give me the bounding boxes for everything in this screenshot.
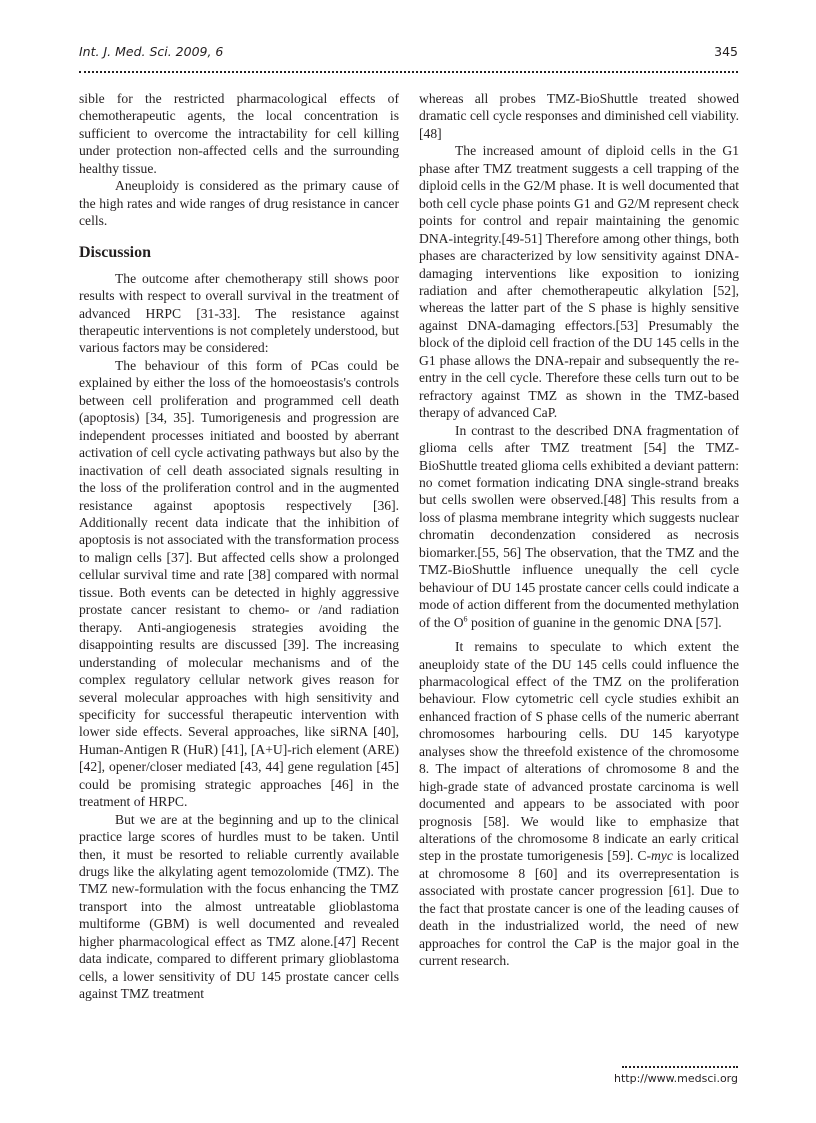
text-segment: It remains to speculate to which extent the aneuploidy state of the DU 145 cells could influence the pharmacological effect of the TMZ on the proliferation behaviour. Flow cytometric cell cycle studies exhibit an enhanced fraction of S phase cells of the numeric aberrant chromosomes harbouring cells. DU 145 karyotype analyses show the threefold existence of the chromosome 8. The impact of alterations of chromosome 8 and the high-grade state of advanced prostate carcinoma is well documented and appears to be associated with poor prognosis [58]. We would like to emphasize that alterations of the chromosome 8 indicate an early critical step in the prostate tumorigenesis [59]. C- (419, 639, 739, 864)
right-column (419, 90, 739, 970)
gene-name: myc (650, 848, 673, 864)
text-segment: is localized at chromosome 8 [60] and its overrepresentation is associated with prostate cancer progression [61]. Due to the fact that prostate cancer is one of the leading causes of death in the industrialized world, the need of new approaches for control the CaP is the major goal in the current research. (419, 848, 739, 969)
paragraph: The outcome after chemotherapy still shows poor results with respect to overall survival in the treatment of advanced HRPC [31-33]. The resistance against therapeutic interventions is not completely understood, but various factors may be considered: (79, 270, 399, 356)
left-column (79, 90, 399, 1003)
journal-citation: Int. J. Med. Sci. 2009, 6 (79, 44, 224, 59)
paragraph: The increased amount of diploid cells in the G1 phase after TMZ treatment suggests a cell trapping of the diploid cells in the G2/M phase. It is well documented that both cell cycle phase points G1 and G2/M represent check points for control and repair maintaining the genomic DNA-integrity.[49-51] Therefore among other things, both phases are characterized by low sensitivity against DNA-damaging interventions like exposition to ionizing radiation and after chemotherapeutic alkylation [52], whereas the latter part of the S phase is highly sensitive against DNA-damaging effectors.[53] Presumably the block of the diploid cell fraction of the DU 145 cells in the G1 phase allows the DNA-repair and subsequently the re-entry in the cell cycle. Therefore these cells turn out to be refractory against TMZ as shown in the TMZ-based therapy of advanced CaP. (419, 143, 739, 421)
section-heading-discussion: Discussion (79, 243, 152, 261)
paragraph (419, 422, 739, 631)
paragraph: Aneuploidy is considered as the primary cause of the high rates and wide ranges of drug resistance in cancer cells. (79, 178, 399, 229)
text-segment: position of guanine in the genomic DNA [57]. (467, 614, 722, 630)
header-divider (79, 71, 738, 73)
paragraph: But we are at the beginning and up to the clinical practice large scores of hurdles must to be taken. Until then, it must be resorted to reliable currently available drugs like the alkylating agent temozolomide (TMZ). The TMZ new-formulation with the focus enhancing the TMZ transport into the almost untreatable glioblastoma multiforme (GBM) is well documented and revealed higher pharmacological effect as TMZ alone.[47] Recent data indicate, compared to different primary glioblastoma cells, a lower sensitivity of DU 145 prostate cancer cells against TMZ treatment (79, 811, 399, 1002)
superscript: 6 (463, 614, 468, 624)
page-number: 345 (714, 44, 738, 59)
paragraph: sible for the restricted pharmacological effects of chemotherapeutic agents, the local concentration is sufficient to overcome the intractability for cell killing under protection non-affected cells and the surrounding healthy tissue. (79, 91, 399, 176)
running-header (79, 44, 738, 64)
paragraph: The behaviour of this form of PCas could be explained by either the loss of the homoeostasis's controls between cell proliferation and programmed cell death (apoptosis) [34, 35]. Tumorigenesis and progression are independent processes initiated and boosted by aberrant activation of cell cycle activating pathways but also by the inactivation of cell death associated signals resulting in the loss of the proliferation control and in the augmented resistance against apoptosis respectively [36]. Additionally recent data indicate that the inhibition of apoptosis is not associated with the transformation process to malign cells [37]. But affected cells show a prolonged cellular survival time and rate [38] compared with normal tissue. Both events can be detected in highly aggressive prostate cancer resistant to chemo- or /and radiation therapy. Anti-angiogenesis strategies avoiding the disappointing results are discussed [39]. The increasing understanding of molecular mechanisms and of the complex regulatory cellular network gives reason for several molecular approaches with high sensitivity and specificity for successful therapeutic intervention with lower side effects. Several approaches, like siRNA [40], Human-Antigen R (HuR) [41], [A+U]-rich element (ARE) [42], opener/closer mediated [43, 44] gene regulation [45] could be promising strategic approaches [46] in the treatment of HRPC. (79, 357, 399, 810)
text-segment: In contrast to the described DNA fragmentation of glioma cells after TMZ treatment [54] the TMZ-BioShuttle treated glioma cells exhibited a deviant pattern: no comet formation indicating DNA single-strand breaks but cells swollen were observed.[48] This results from a loss of plasma membrane integrity which suggests nuclear chromatin decondenzation considered as necrosis biomarker.[55, 56] The observation, that the TMZ and the TMZ-BioShuttle influence unequally the cell cycle behaviour of DU 145 prostate cancer cells could indicate a mode of action different from the documented methylation of the O (419, 422, 739, 630)
footer-divider (622, 1066, 738, 1068)
paragraph (419, 638, 739, 970)
paragraph: whereas all probes TMZ-BioShuttle treated showed dramatic cell cycle responses and diminished cell viability. [48] (419, 91, 739, 141)
footer-url[interactable]: http://www.medsci.org (613, 1072, 738, 1085)
